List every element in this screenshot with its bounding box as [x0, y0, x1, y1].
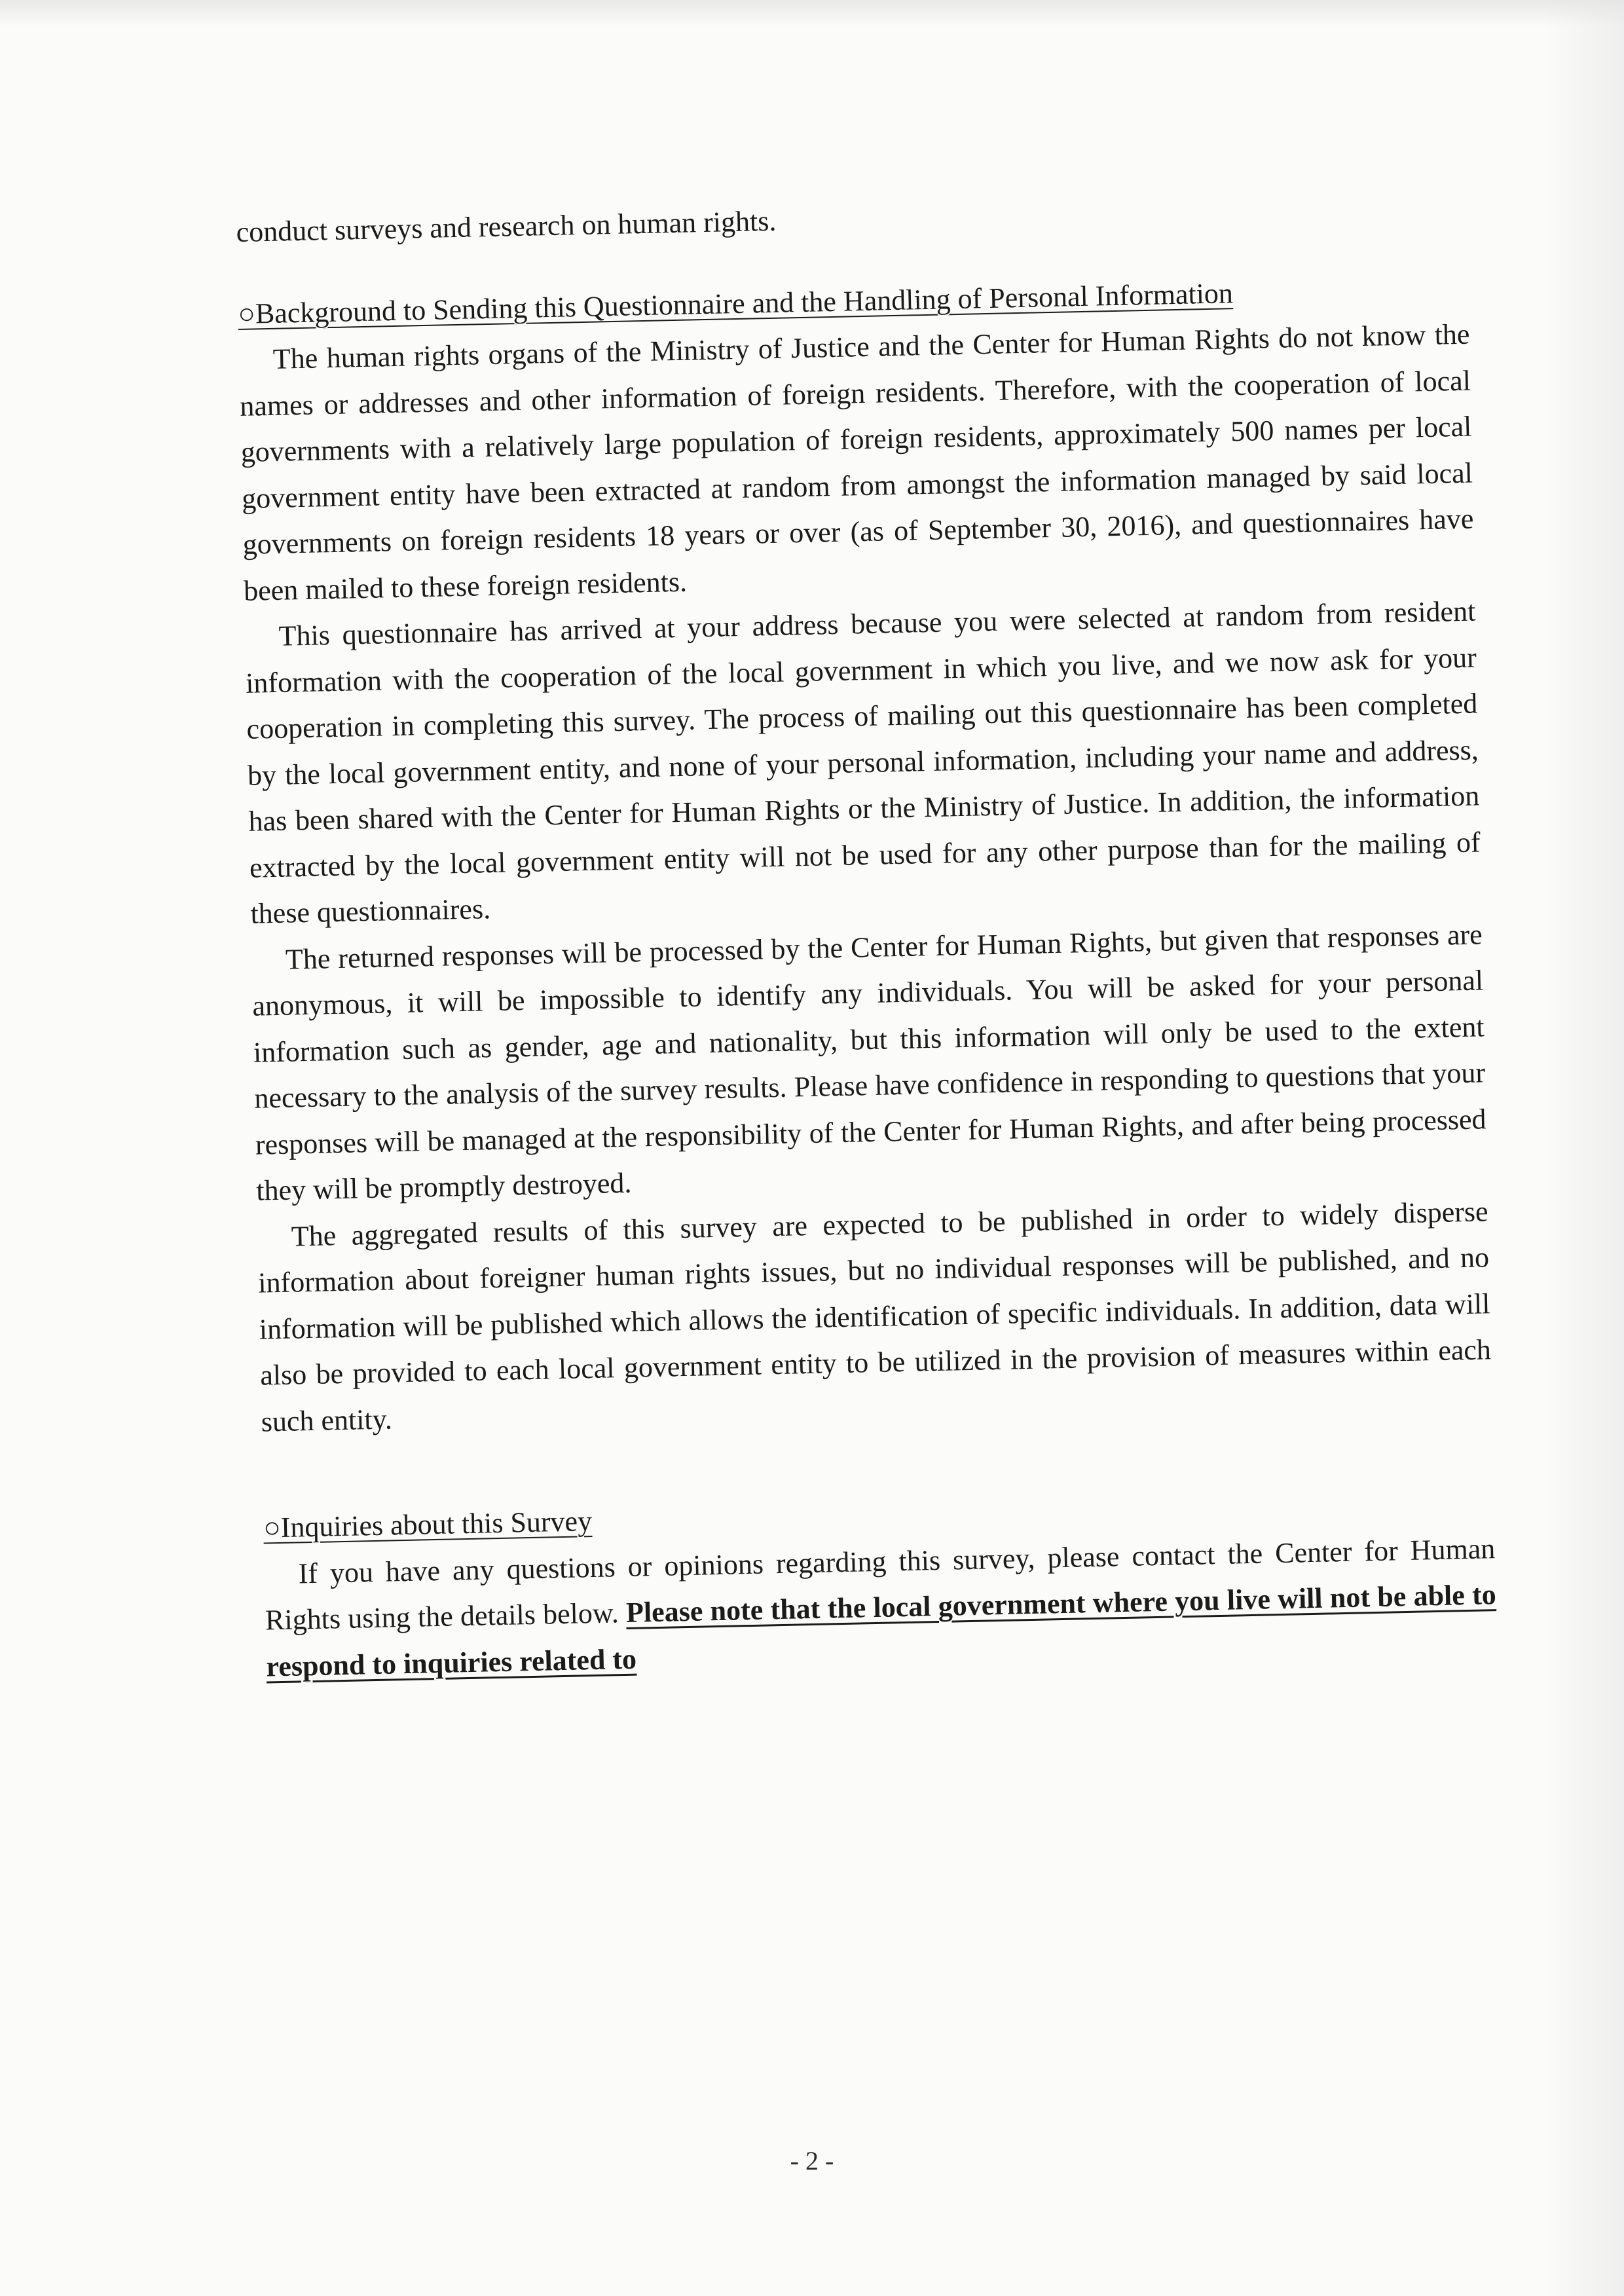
paragraph-3: The returned responses will be processed by the Center for Human Rights, but given that responses are anonymous, it will be impossible to identify any individuals. You will be asked for your personal information such as gender, age and nationality, but this information will only be used to the extent necessary to the analysis of the survey results. Please have confidence in responding to questions that your responses will be managed at the responsibility of the Center for Human Rights, and after being processed they will be promptly destroyed.: [251, 917, 1487, 1207]
paragraph-2: This questionnaire has arrived at your address because you were selected at random from resident information with the cooperation of the local government in which you live, and we now ask for your cooperation in completing this survey. The process of mailing out this questionnaire has been completed by the local government entity, and none of your personal information, including your name and address, has been shared with the Center for Human Rights or the Ministry of Justice. In addition, the information extracted by the local government entity will not be used for any other purpose than for the mailing of these questionnaires.: [245, 595, 1481, 930]
scan-right-edge-shadow: [1545, 0, 1624, 2296]
section-heading-inquiries: ○Inquiries about this Survey: [263, 1505, 593, 1544]
scan-top-edge-shadow: [0, 0, 1624, 26]
section-heading-background: ○Background to Sending this Questionnaire and the Handling of Personal Information: [237, 276, 1234, 330]
paragraph-inquiries: [264, 1526, 1498, 1690]
inquiries-emphasis-text: Please note that the local government where you live will not be able to respond to inquiries related to: [266, 1578, 1497, 1683]
page-body: [236, 184, 1498, 1690]
continued-text-line: conduct surveys and research on human rights.: [236, 204, 777, 248]
paragraph-1: The human rights organs of the Ministry of Justice and the Center for Human Rights do not know the names or addresses and other information of foreign residents. Therefore, with the cooperation of local governments with a relatively large population of foreign residents, approximately 500 names per local government entity have been extracted at random from amongst the information managed by said local governments on foreign residents 18 years or over (as of September 30, 2016), and questionnaires have been mailed to these foreign residents.: [239, 318, 1474, 607]
page-number: - 2 -: [790, 2146, 834, 2176]
inquiries-plain-text: If you have any questions or opinions regarding this survey, please contact the Center for Human Rights using the details below.: [265, 1532, 1496, 1637]
paragraph-4: The aggregated results of this survey are expected to be published in order to widely disperse information about foreigner human rights issues, but no individual responses will be published, and no information will be published which allows the identification of specific individuals. In addition, data will also be provided to each local government entity to be utilized in the provision of measures within each such entity.: [257, 1194, 1492, 1438]
